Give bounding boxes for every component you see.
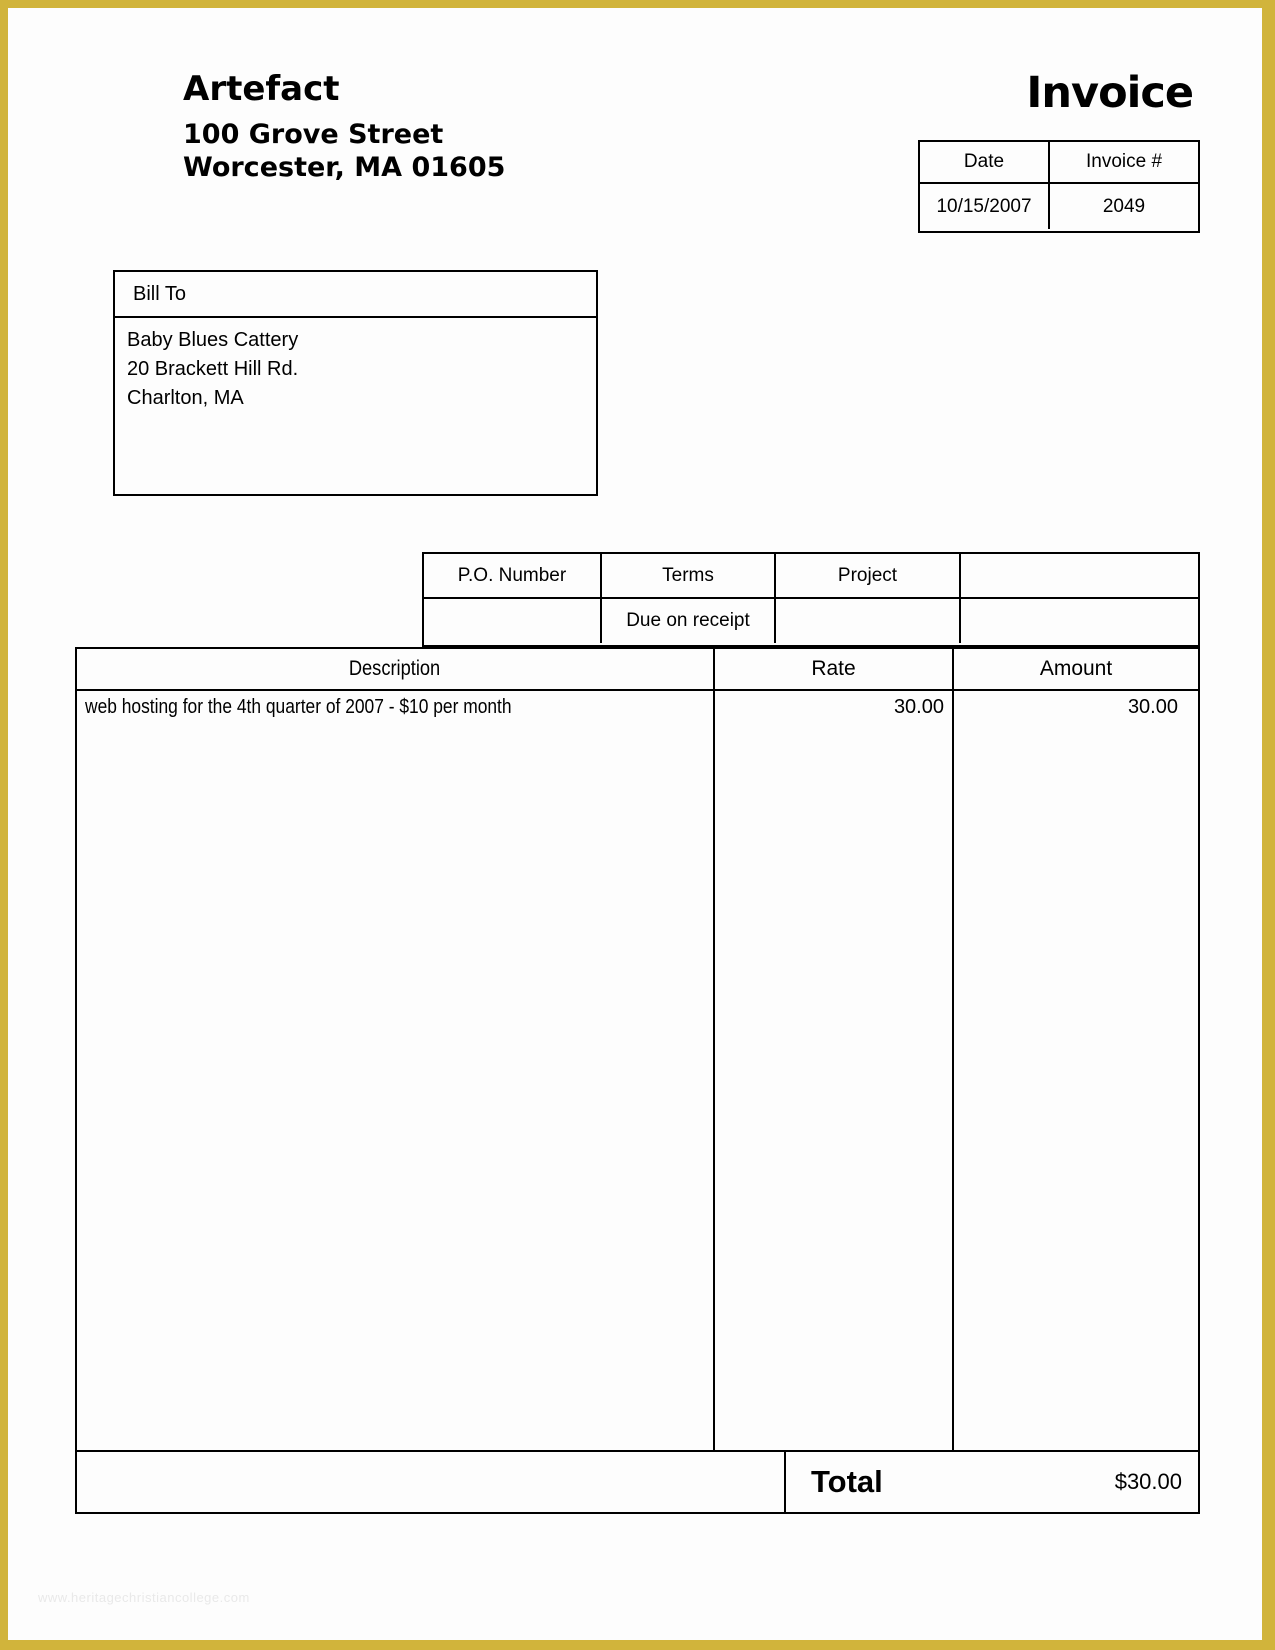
line-item-rate: 30.00: [715, 691, 954, 1450]
company-address-line1: 100 Grove Street: [183, 119, 444, 150]
rate-column-header: Rate: [715, 649, 954, 689]
bill-to-line: 20 Brackett Hill Rd.: [127, 358, 299, 380]
invoice-number-value: 2049: [1102, 195, 1146, 217]
blank-column-header: [961, 554, 1198, 597]
order-info-table: [422, 552, 1200, 647]
bill-to-line: Baby Blues Cattery: [127, 329, 299, 351]
company-address-line2: Worcester, MA 01605: [183, 152, 506, 183]
bill-to-line: Charlton, MA: [127, 387, 244, 409]
date-value: 10/15/2007: [920, 184, 1050, 229]
bill-to-label: Bill To: [115, 272, 596, 318]
terms-column-header: Terms: [602, 554, 776, 597]
line-items-header-row: [77, 649, 1198, 691]
company-header: [183, 70, 505, 184]
description-column-header: Description: [77, 649, 715, 689]
date-column-header: Date: [920, 142, 1050, 182]
order-info-header-row: [424, 554, 1198, 599]
line-item-row: [77, 691, 1198, 1450]
terms-value: Due on receipt: [602, 599, 776, 643]
bill-to-address: [115, 318, 596, 421]
line-item-amount: 30.00: [1127, 696, 1178, 718]
company-name: Artefact: [183, 69, 340, 109]
order-info-value-row: [424, 599, 1198, 643]
page-title: Invoice: [1026, 68, 1193, 118]
company-address: [183, 118, 505, 184]
total-row: [77, 1450, 1198, 1512]
project-column-header: Project: [776, 554, 961, 597]
po-number-column-header: P.O. Number: [424, 554, 602, 597]
total-value: $30.00: [1114, 1469, 1182, 1494]
invoice-meta-header-row: [920, 142, 1198, 184]
total-cell: [786, 1452, 1198, 1512]
bill-to-box: [113, 270, 598, 496]
line-item-description: web hosting for the 4th quarter of 2007 - $10 per month: [77, 691, 715, 1450]
invoice-meta-table: [918, 140, 1200, 233]
project-value: [776, 599, 961, 643]
invoice-number-column-header: Invoice #: [1085, 151, 1163, 172]
po-number-value: [424, 599, 602, 643]
total-row-empty-cell: [77, 1452, 786, 1512]
invoice-meta-value-row: [920, 184, 1198, 229]
total-label: Total: [811, 1464, 883, 1499]
blank-value: [961, 599, 1198, 643]
watermark-text: www.heritagechristiancollege.com: [38, 1590, 250, 1605]
line-items-table: [75, 647, 1200, 1514]
amount-column-header: Amount: [1039, 657, 1113, 680]
